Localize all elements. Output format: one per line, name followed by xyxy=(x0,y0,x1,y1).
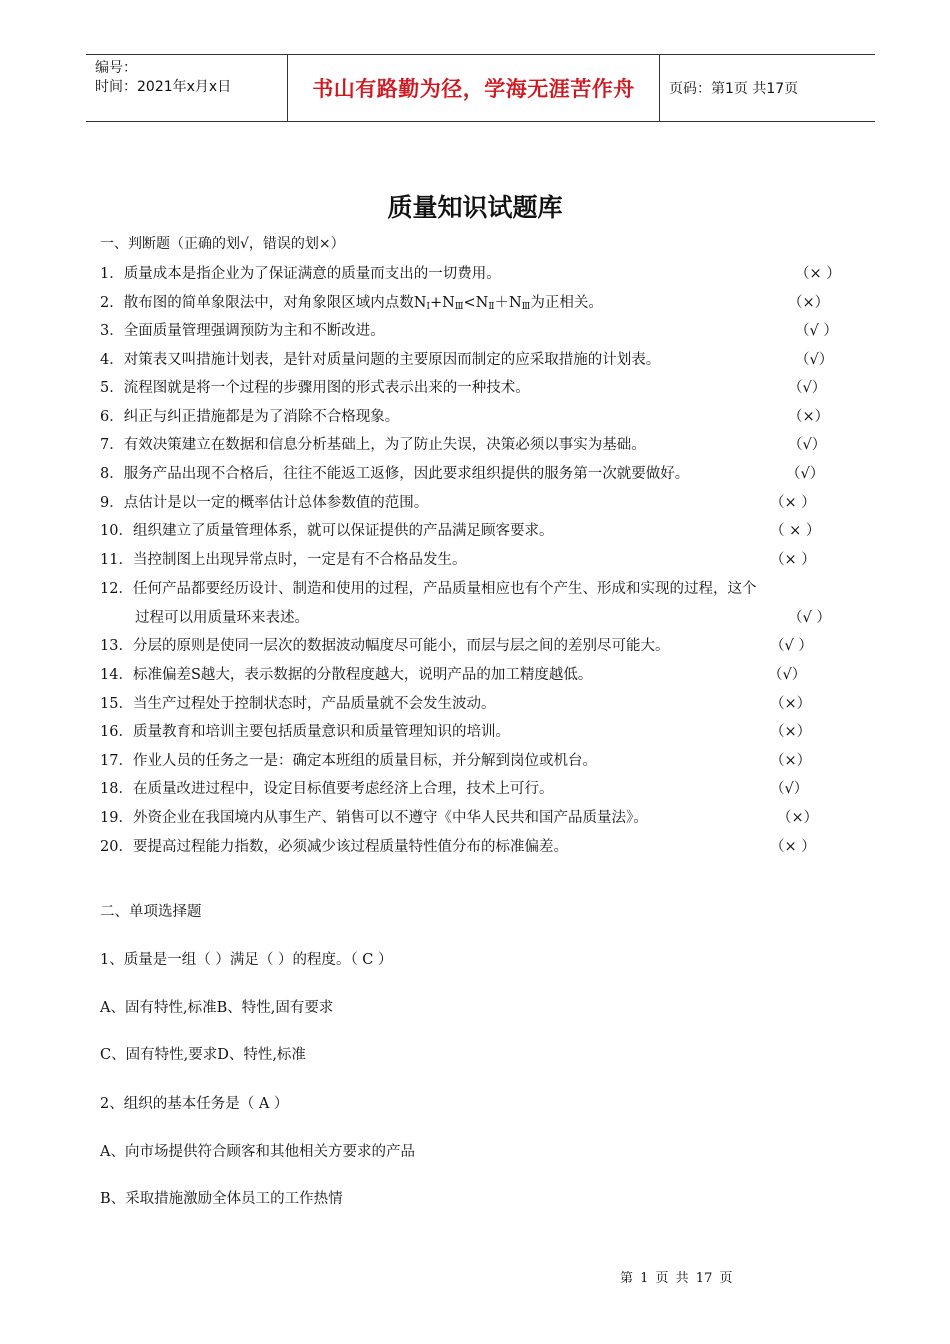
answer-mark: （√ ） xyxy=(795,323,838,339)
choice-option-line: A、固有特性,标准B、特性,固有要求 xyxy=(100,1000,334,1016)
question-item: 20．要提高过程能力指数，必须减少该过程质量特性值分布的标准偏差。 xyxy=(100,839,568,855)
motto: 书山有路勤为径，学海无涯苦作舟 xyxy=(312,77,635,101)
answer-mark: （√） xyxy=(788,437,827,453)
answer-mark: （×） xyxy=(770,753,812,769)
section2-heading: 二、单项选择题 xyxy=(100,904,202,920)
choice-question-line: 1、质量是一组（ ）满足（ ）的程度。（ C ） xyxy=(100,952,393,968)
question-item: 8．服务产品出现不合格后，往往不能返工返修，因此要求组织提供的服务第一次就要做好。 xyxy=(100,466,690,482)
question-continuation: 过程可以用质量环来表述。 xyxy=(135,610,309,626)
date-label: 时间：2021年x月x日 xyxy=(95,79,232,95)
question-item: 4．对策表又叫措施计划表，是针对质量问题的主要原因而制定的应采取措施的计划表。 xyxy=(100,352,661,368)
answer-mark: （√） xyxy=(795,352,834,368)
choice-option-line: A、向市场提供符合顾客和其他相关方要求的产品 xyxy=(100,1144,415,1160)
question-item: 6．纠正与纠正措施都是为了消除不合格现象。 xyxy=(100,409,400,425)
answer-mark: （× ） xyxy=(770,495,816,511)
choice-option-line: C、固有特性,要求D、特性,标准 xyxy=(100,1047,306,1063)
answer-mark: （×） xyxy=(788,409,830,425)
answer-mark: （×） xyxy=(788,295,830,311)
question-item: 11．当控制图上出现异常点时，一定是有不合格品发生。 xyxy=(100,552,467,568)
page-footer: 第 1 页 共 17 页 xyxy=(620,1271,733,1286)
choice-question-line: 2、组织的基本任务是（ A ） xyxy=(100,1096,289,1112)
answer-mark: （√） xyxy=(788,380,827,396)
section1-heading: 一、判断题（正确的划√，错误的划×） xyxy=(100,236,345,252)
question-item: 5．流程图就是将一个过程的步骤用图的形式表示出来的一种技术。 xyxy=(100,380,530,396)
question-item: 19．外资企业在我国境内从事生产、销售可以不遵守《中华人民共和国产品质量法》。 xyxy=(100,810,648,826)
id-label: 编号： xyxy=(95,60,137,76)
choice-option-line: B、采取措施激励全体员工的工作热情 xyxy=(100,1191,343,1207)
answer-mark: （√ ） xyxy=(788,610,831,626)
question-item: 9．点估计是以一定的概率估计总体参数值的范围。 xyxy=(100,495,429,511)
header-motto-cell xyxy=(287,55,660,121)
question-item: 2．散布图的简单象限法中，对角象限区域内点数$N_Ⅰ+N_Ⅲ<N_Ⅱ+N_Ⅲ$为正相关。 xyxy=(100,295,603,312)
answer-mark: （√） xyxy=(770,781,809,797)
question-item: 7．有效决策建立在数据和信息分析基础上，为了防止失误，决策必须以事实为基础。 xyxy=(100,437,646,453)
question-item: 16．质量教育和培训主要包括质量意识和质量管理知识的培训。 xyxy=(100,724,510,740)
header-page-cell xyxy=(660,55,875,121)
question-item: 12．任何产品都要经历设计、制造和使用的过程，产品质量相应也有个产生、形成和实现的过程，这个 xyxy=(100,581,757,597)
question-item: 18．在质量改进过程中，设定目标值要考虑经济上合理，技术上可行。 xyxy=(100,781,554,797)
answer-mark: （× ） xyxy=(770,552,816,568)
document-title: 质量知识试题库 xyxy=(387,193,563,222)
question-item: 3．全面质量管理强调预防为主和不断改进。 xyxy=(100,323,385,339)
answer-mark: （×） xyxy=(770,724,812,740)
question-item: 17．作业人员的任务之一是：确定本班组的质量目标，并分解到岗位或机台。 xyxy=(100,753,597,769)
answer-mark: （ × ） xyxy=(770,523,821,539)
answer-mark: （√ ） xyxy=(770,638,813,654)
answer-mark: （× ） xyxy=(770,839,816,855)
answer-mark: （√） xyxy=(768,667,807,683)
header-meta xyxy=(86,55,287,121)
answer-mark: （×） xyxy=(777,810,819,826)
answer-mark: （× ） xyxy=(795,266,841,282)
question-item: 14．标准偏差S越大，表示数据的分散程度越大，说明产品的加工精度越低。 xyxy=(100,667,593,683)
answer-mark: （×） xyxy=(770,696,812,712)
question-item: 15．当生产过程处于控制状态时，产品质量就不会发生波动。 xyxy=(100,696,496,712)
document-header xyxy=(86,54,875,122)
page-info: 页码：第1页 共17页 xyxy=(669,81,799,97)
question-item: 13．分层的原则是使同一层次的数据波动幅度尽可能小，而层与层之间的差别尽可能大。 xyxy=(100,638,670,654)
question-item: 1．质量成本是指企业为了保证满意的质量而支出的一切费用。 xyxy=(100,266,501,282)
answer-mark: （√） xyxy=(786,466,825,482)
question-item: 10．组织建立了质量管理体系，就可以保证提供的产品满足顾客要求。 xyxy=(100,523,554,539)
